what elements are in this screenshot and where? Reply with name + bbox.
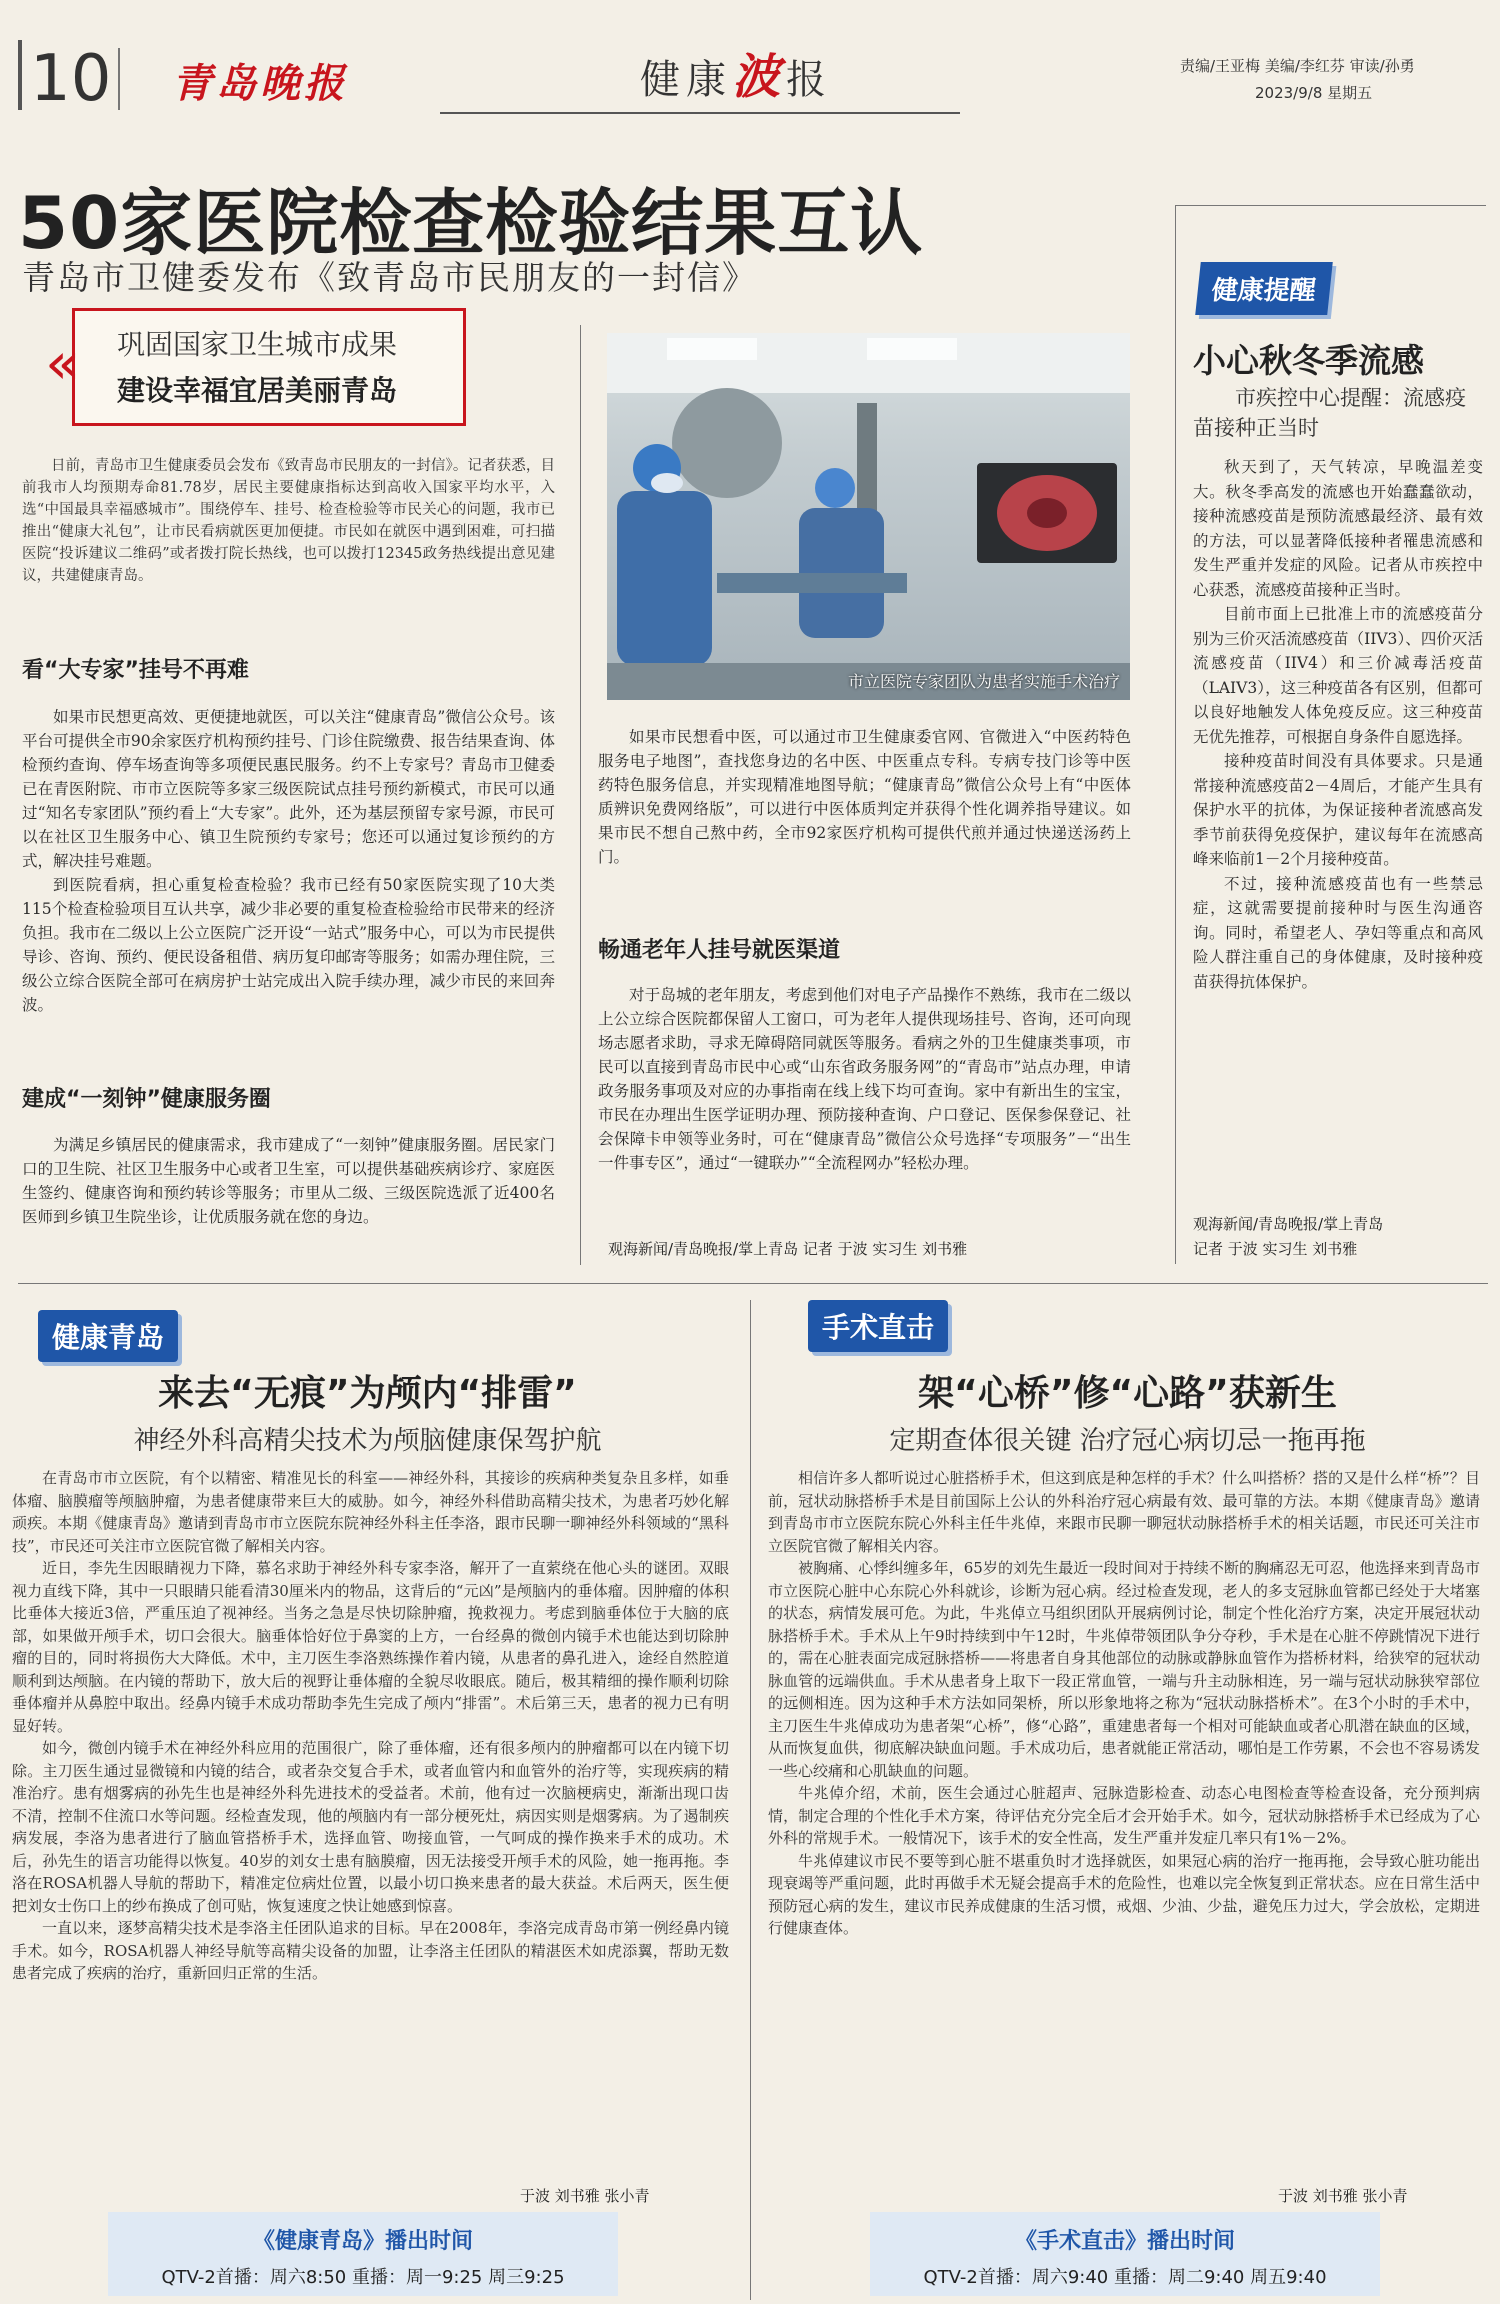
sidebar-body (1193, 455, 1483, 994)
lead-intro (22, 455, 555, 587)
sidebar-byline-2: 记者 于波 实习生 刘书雅 (1193, 1240, 1358, 1258)
main-headline: 50家医院检查检验结果互认 (18, 181, 924, 265)
masthead-divider (118, 48, 120, 110)
lead-column-2b (598, 983, 1131, 1175)
lead-column-1 (22, 705, 555, 1017)
section-heading-elderly: 畅通老年人挂号就医渠道 (598, 938, 841, 963)
section-title-c: 报 (786, 57, 833, 103)
bottom-right-byline: 于波 刘书雅 张小青 (1278, 2187, 1408, 2205)
paragraph: 一直以来，逐梦高精尖技术是李洛主任团队追求的目标。早在2008年，李洛完成青岛市第一例经鼻内镜手术。如今，ROSA机器人神经导航等高精尖设备的加盟，让李洛主任团队的精湛医术如虎添翼，帮助无数患者完成了疾病的治疗，重新回归正常的生活。 (12, 1919, 729, 1982)
bottom-left-airtime-title: 《健康青岛》播出时间 (252, 2229, 473, 2254)
bottom-right-airtime-title: 《手术直击》播出时间 (1014, 2229, 1235, 2254)
paragraph: 为满足乡镇居民的健康需求，我市建成了“一刻钟”健康服务圈。居民家门口的卫生院、社区卫生服务中心或者卫生室，可以提供基础疾病诊疗、家庭医生签约、健康咨询和预约转诊等服务；市里从二级、三级医院选派了近400名医师到乡镇卫生院坐诊，让优质服务就在您的身边。 (22, 1136, 555, 1226)
paragraph: 如果市民想更高效、更便捷地就医，可以关注“健康青岛”微信公众号。该平台可提供全市90余家医疗机构预约挂号、门诊住院缴费、报告结果查询、体检预约查询、停车场查询等多项便民惠民服务。约不上专家号？青岛市卫健委已在青医附院、市市立医院等多家三级医院试点挂号预约新模式，市民可以通过“知名专家团队”预约看上“大专家”。此外，还为基层预留专家号源，市民可以在社区卫生服务中心、镇卫生院预约专家号；您还可以通过复诊预约的方式，解决挂号难题。 (22, 708, 555, 870)
bottom-right-airtime: QTV-2首播：周六9:40 重播：周二9:40 周五9:40 (923, 2267, 1327, 2288)
paragraph: 如果市民想看中医，可以通过市卫生健康委官网、官微进入“中医药特色服务电子地图”，查找您身边的名中医、中医重点专科。专病专技门诊等中医药特色服务信息，并实现精准地图导航；“健康青岛”微信公众号上有“中医体质辨识免费网络版”，可以进行中医体质判定并获得个性化调养指导建议。如果市民不想自己熬中药，全市92家医疗机构可提供代煎并通过快递送汤药上门。 (598, 728, 1131, 866)
bottom-right-airtime-box (870, 2212, 1380, 2296)
paragraph: 如今，微创内镜手术在神经外科应用的范围很广，除了垂体瘤，还有很多颅内的肿瘤都可以在内镜下切除。主刀医生通过显微镜和内镜的结合，或者杂交复合手术，或者血管内和血管外的治疗等，实现疾病的精准治疗。患有烟雾病的孙先生也是神经外科先进技术的受益者。术前，他有过一次脑梗病史，渐渐出现口齿不清，控制不住流口水等问题。经检查发现，他的颅脑内有一部分梗死灶，病因实则是烟雾病。为了遏制疾病发展，李洛为患者进行了脑血管搭桥手术，选择血管、吻接血管，一气呵成的操作换来手术的成功。术后，孙先生的语言功能得以恢复。40岁的刘女士患有脑膜瘤，因无法接受开颅手术的风险，她一拖再拖。李洛在ROSA机器人导航的帮助下，精准定位病灶位置，以最小切口换来患者的最大获益。术后两天，医生便把刘女士伤口上的纱布换成了创可贴，恢复速度之快让她感到惊喜。 (12, 1739, 729, 1915)
main-subhead: 青岛市卫健委发布《致青岛市民朋友的一封信》 (22, 258, 757, 297)
bottom-column-rule (750, 1300, 751, 2300)
paragraph: 牛兆倬建议市民不要等到心脏不堪重负时才选择就医，如果冠心病的治疗一拖再拖，会导致心脏功能出现衰竭等严重问题，此时再做手术无疑会提高手术的危险性，也难以完全恢复到正常状态。应在日常生活中预防冠心病的发生，建议市民养成健康的生活习惯，戒烟、少油、少盐，避免压力过大，学会放松，定期进行健康查体。 (768, 1851, 1480, 1937)
newspaper-logo: 青岛晚报 (172, 60, 348, 107)
issue-date: 2023/9/8 星期五 (1255, 84, 1373, 102)
section-rule (18, 1283, 1488, 1284)
bottom-right-subtitle: 定期查体很关键 治疗冠心病切忌一拖再拖 (889, 1426, 1366, 1456)
paragraph: 目前市面上已批准上市的流感疫苗分别为三价灭活流感疫苗（IIV3）、四价灭活流感疫苗（IIV4）和三价减毒活疫苗（LAIV3），这三种疫苗各有区别，但都可以良好地触发人体免疫反应。这三种疫苗无优先推荐，可根据自身条件自愿选择。 (1193, 605, 1483, 746)
paragraph: 相信许多人都听说过心脏搭桥手术，但这到底是种怎样的手术？什么叫搭桥？搭的又是什么样“桥”？目前，冠状动脉搭桥手术是目前国际上公认的外科治疗冠心病最有效、最可靠的方法。本期《健康青岛》邀请到青岛市市立医院东院心外科主任牛兆倬，来跟市民聊一聊冠状动脉搭桥手术的相关话题，市民还可关注市立医院官微了解相关内容。 (768, 1469, 1480, 1555)
section-title-b: 波 (732, 49, 787, 105)
sidebar-subtitle: 市疾控中心提醒：流感疫苗接种正当时 (1193, 386, 1466, 440)
bottom-right-title: 架“心桥”修“心路”获新生 (918, 1373, 1337, 1414)
sidebar-title: 小心秋冬季流感 (1193, 341, 1424, 380)
section-title-a: 健康 (640, 57, 732, 103)
bottom-left-subtitle: 神经外科高精尖技术为颅脑健康保驾护航 (133, 1426, 602, 1456)
photo-caption: 市立医院专家团队为患者实施手术治疗 (847, 672, 1120, 691)
lead-byline: 观海新闻/青岛晚报/掌上青岛 记者 于波 实习生 刘书雅 (608, 1240, 968, 1258)
bottom-right-tag: 手术直击 (808, 1300, 948, 1352)
lead-column-2 (598, 725, 1131, 869)
sidebar-tag: 健康提醒 (1195, 262, 1333, 315)
paragraph: 在青岛市市立医院，有个以精密、精准见长的科室——神经外科，其接诊的疾病种类复杂且多样，如垂体瘤、脑膜瘤等颅脑肿瘤，为患者健康带来巨大的威胁。如今，神经外科借助高精尖技术，为患者巧妙化解顽疾。本期《健康青岛》邀请到青岛市市立医院东院神经外科主任李洛，跟市民聊一聊神经外科领域的“黑科技”，市民还可关注市立医院官微了解相关内容。 (12, 1469, 729, 1555)
surgery-photo-illustration (607, 333, 1130, 700)
bottom-left-title: 来去“无痕”为颅内“排雷” (158, 1373, 577, 1414)
surgery-photo (607, 333, 1130, 700)
banner-line-1: 巩固国家卫生城市成果 (117, 328, 398, 361)
bottom-left-body (12, 1467, 729, 1985)
page-number-text: 10 (30, 42, 112, 116)
paragraph: 牛兆倬介绍，术前，医生会通过心脏超声、冠脉造影检查、动态心电图检查等检查设备，充分预判病情，制定合理的个性化手术方案，待评估充分完全后才会开始手术。如今，冠状动脉搭桥手术已经成为了心外科的常规手术。一般情况下，该手术的安全性高，发生严重并发症几率只有1%－2%。 (768, 1784, 1480, 1847)
section-heading-expert: 看“大专家”挂号不再难 (22, 658, 249, 683)
paragraph: 对于岛城的老年朋友，考虑到他们对电子产品操作不熟练，我市在二级以上公立综合医院都保留人工窗口，可为老年人提供现场挂号、咨询，还可向现场志愿者求助，寻求无障碍陪同就医等服务。看病之外的卫生健康类事项，市民可以直接到青岛市民中心或“山东省政务服务网”的“青岛市”站点办理，申请政务服务事项及对应的办事指南在线上线下均可查询。家中有新出生的宝宝，市民在办理出生医学证明办理、预防接种查询、户口登记、医保参保登记、社会保障卡申领等业务时，可在“健康青岛”微信公众号选择“专项服务”－“出生一件事专区”，通过“一键联办”“全流程网办”轻松办理。 (598, 986, 1131, 1172)
editors-credit: 责编/王亚梅 美编/李红芬 审读/孙勇 (1180, 57, 1415, 75)
paragraph: 到医院看病，担心重复检查检验？我市已经有50家医院实现了10大类115个检查检验项目互认共享，减少非必要的重复检查检验给市民带来的经济负担。我市在二级以上公立医院广泛开设“一站式”服务中心，可以为市民提供导诊、咨询、预约、便民设备租借、病历复印邮寄等服务；如需办理住院，三级公立综合医院全部可在病房护士站完成出入院手续办理，减少市民的来回奔波。 (22, 876, 555, 1014)
paragraph: 接种疫苗时间没有具体要求。只是通常接种流感疫苗2－4周后，才能产生具有保护水平的抗体，为保证接种者流感高发季节前获得免疫保护，建议每年在流感高峰来临前1－2个月接种疫苗。 (1193, 752, 1483, 868)
bottom-left-airtime-box (108, 2212, 618, 2296)
paragraph: 秋天到了，天气转凉，早晚温差变大。秋冬季高发的流感也开始蠢蠢欲动，接种流感疫苗是预防流感最经济、最有效的方法，可以显著降低接种者罹患流感和发生严重并发症的风险。记者从市疾控中心获悉，流感疫苗接种正当时。 (1193, 458, 1483, 599)
paragraph: 近日，李先生因眼睛视力下降，慕名求助于神经外科专家李洛，解开了一直萦绕在他心头的谜团。双眼视力直线下降，其中一只眼睛只能看清30厘米内的物品，这背后的“元凶”是颅脑内的垂体瘤。因肿瘤的体积比垂体大接近3倍，严重压迫了视神经。当务之急是尽快切除肿瘤，挽救视力。考虑到脑垂体位于大脑的底部，如果做开颅手术，切口会很大。脑垂体恰好位于鼻窦的上方，一台经鼻的微创内镜手术也能达到切除肿瘤的目的，同时将损伤大大降低。术中，主刀医生李洛熟练操作着内镜，从患者的鼻孔进入，途经自然腔道顺利到达颅脑。在内镜的帮助下，放大后的视野让垂体瘤的全貌尽收眼底。随后，极其精细的操作顺利切除垂体瘤并从鼻腔中取出。经鼻内镜手术成功帮助李先生完成了颅内“排雷”。术后第三天，患者的视力已有明显好转。 (12, 1559, 729, 1735)
page-number (18, 40, 22, 110)
banner-chevron-icon: « (45, 329, 81, 397)
slogan-banner (45, 308, 466, 426)
masthead-rule (440, 112, 960, 114)
section-title (640, 38, 832, 107)
bottom-left-byline: 于波 刘书雅 张小青 (520, 2187, 650, 2205)
bottom-left-tag: 健康青岛 (38, 1310, 178, 1362)
bottom-right-body (768, 1467, 1480, 1940)
section-heading-service-circle: 建成“一刻钟”健康服务圈 (22, 1087, 271, 1112)
lead-intro-text: 日前，青岛市卫生健康委员会发布《致青岛市民朋友的一封信》。记者获悉，目前我市人均预期寿命81.78岁，居民主要健康指标达到高收入国家平均水平，入选“中国最具幸福感城市”。围绕停车、挂号、检查检验等市民关心的问题，我市已推出“健康大礼包”，让市民看病就医更加便捷。市民如在就医中遇到困难，可扫描医院“投诉建议二维码”或者拨打院长热线，也可以拨打12345政务热线提出意见建议，共建健康青岛。 (22, 458, 555, 584)
bottom-left-airtime: QTV-2首播：周六8:50 重播：周一9:25 周三9:25 (161, 2267, 565, 2288)
column-rule (580, 325, 581, 1265)
sidebar-byline-1: 观海新闻/青岛晚报/掌上青岛 (1193, 1215, 1384, 1233)
paragraph: 被胸痛、心悸纠缠多年，65岁的刘先生最近一段时间对于持续不断的胸痛忍无可忍，他选择来到青岛市市立医院心脏中心东院心外科就诊，诊断为冠心病。经过检查发现，老人的多支冠脉血管都已经处于大堵塞的状态，病情发展可危。为此，牛兆倬立马组织团队开展病例讨论，制定个性化治疗方案，决定开展冠状动脉搭桥手术。手术从上午9时持续到中午12时，牛兆倬带领团队争分夺秒，手术是在心脏不停跳情况下进行的，需在心脏表面完成冠脉搭桥——将患者自身其他部位的动脉或静脉血管作为搭桥材料，给狭窄的冠状动脉血管的远端供血。手术从患者身上取下一段正常血管，一端与升主动脉相连，另一端与冠状动脉狭窄部位的远侧相连。因为这种手术方法如同架桥，所以形象地将之称为“冠状动脉搭桥术”。在3个小时的手术中，主刀医生牛兆倬成功为患者架“心桥”，修“心路”，重建患者每一个相对可能缺血或者心肌潜在缺血的区域，从而恢复血供，彻底解决缺血问题。手术成功后，患者就能正常活动，哪怕是工作劳累，不会也不容易诱发一些心绞痛和心肌缺血的问题。 (768, 1559, 1480, 1780)
banner-line-2: 建设幸福宜居美丽青岛 (117, 374, 398, 407)
paragraph: 不过，接种流感疫苗也有一些禁忌症，这就需要提前接种时与医生沟通咨询。同时，希望老人、孕妇等重点和高风险人群注重自己的身体健康，及时接种疫苗获得抗体保护。 (1193, 874, 1483, 991)
lead-column-1b (22, 1133, 555, 1229)
